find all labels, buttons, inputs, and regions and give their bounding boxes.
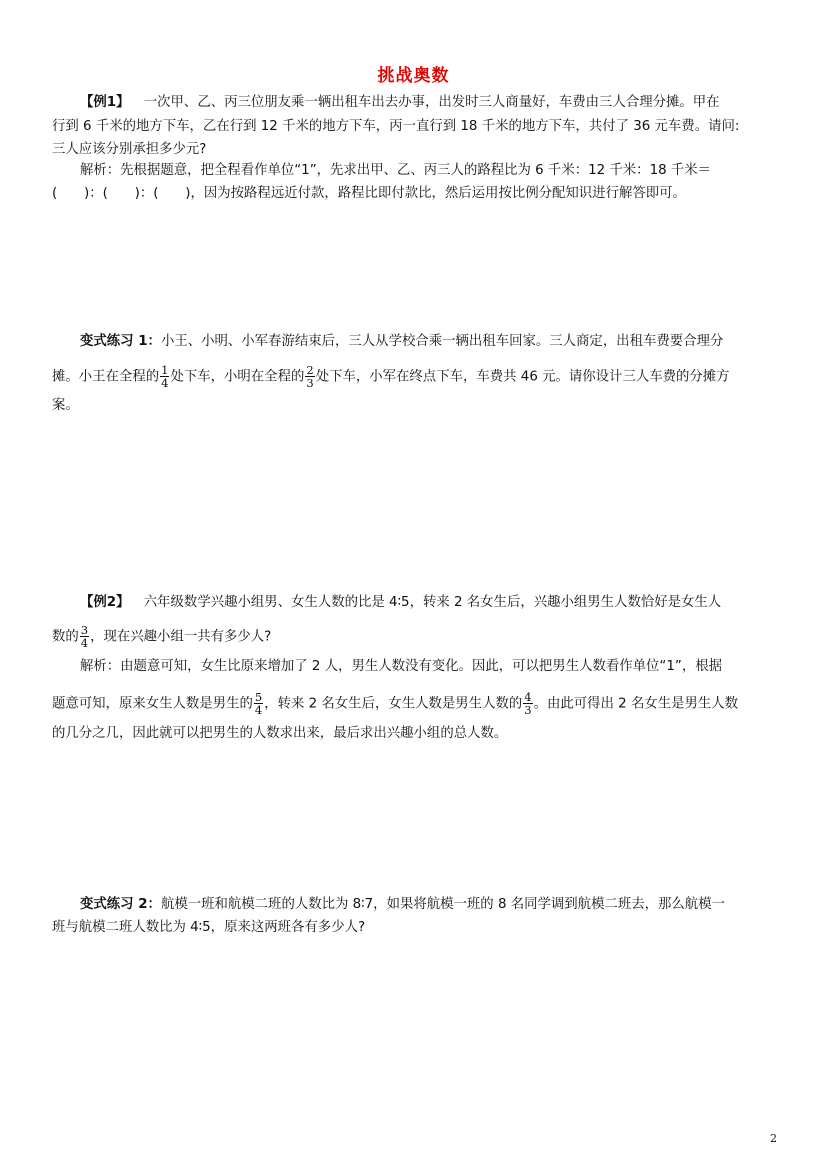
page-title: 挑战奥数	[377, 66, 450, 86]
fraction-numerator: 5	[254, 690, 263, 704]
fraction-denominator: 4	[80, 636, 89, 650]
fraction-numerator: 3	[80, 623, 89, 637]
practice-2-line-1	[80, 894, 725, 916]
example-2-text-2a: 数的	[52, 629, 79, 645]
fraction-numerator: 2	[306, 363, 314, 377]
example-2-analysis-2c: 。由此可得出 2 名女生是男生人数	[533, 696, 739, 712]
fraction-numerator: 1	[161, 363, 169, 377]
practice-2-text-1: 航模一班和航模二班的人数比为 8∶7，如果将航模一班的 8 名同学调到航模二班去，那么航模一	[160, 897, 725, 912]
example-2-text-2b: ，现在兴趣小组一共有多少人?	[90, 629, 272, 645]
practice-1-text-1: 小王、小明、小军春游结束后，三人从学校合乘一辆出租车回家。三人商定，出租车费要合理分	[160, 334, 724, 349]
example-2-text-1: 六年级数学兴趣小组男、女生人数的比是 4∶5，转来 2 名女生后，兴趣小组男生人数恰好是女生人	[143, 595, 722, 610]
fraction-denominator: 4	[161, 376, 169, 390]
practice-2-line-2: 班与航模二班人数比为 4∶5，原来这两班各有多少人?	[52, 920, 366, 935]
page-number: 2	[770, 1132, 777, 1145]
fraction-five-quarters	[254, 691, 263, 716]
practice-1-text-2a: 摊。小王在全程的	[52, 369, 160, 385]
practice-1-text-2c: 处下车，小军在终点下车，车费共 46 元。请你设计三人车费的分摊方	[315, 369, 730, 385]
example-2-analysis-1: 解析：由题意可知，女生比原来增加了 2 人，男生人数没有变化。因此，可以把男生人数看作单位“1”，根据	[80, 659, 723, 674]
fraction-denominator: 4	[254, 703, 263, 717]
example-1-analysis-2: ( )：( )：( )，因为按路程远近付款，路程比即付款比，然后运用按比例分配知识进行解答即可。	[52, 186, 686, 201]
fraction-three-quarters	[80, 624, 89, 649]
fraction-one-quarter	[160, 364, 169, 389]
example-2-line-2	[52, 623, 272, 650]
practice-1-line-3: 案。	[52, 398, 79, 413]
example-1-line-3: 三人应该分别承担多少元?	[52, 142, 207, 157]
example-2-analysis-3: 的几分之几，因此就可以把男生的人数求出来，最后求出兴趣小组的总人数。	[52, 726, 508, 741]
example-2-analysis-2	[52, 690, 739, 717]
example-1-label: 【例1】	[80, 95, 130, 110]
practice-1-text-2b: 处下车，小明在全程的	[170, 369, 305, 385]
example-1-analysis-1: 解析：先根据题意，把全程看作单位“1”，先求出甲、乙、丙三人的路程比为 6 千米：12 千米：18 千米＝	[80, 163, 712, 178]
fraction-denominator: 3	[524, 703, 532, 717]
example-1-line-2: 行到 6 千米的地方下车，乙在行到 12 千米的地方下车，丙一直行到 18 千米的地方下车，共付了 36 元车费。请问:	[52, 119, 740, 134]
fraction-four-thirds	[523, 691, 532, 716]
example-2-line-1	[80, 592, 721, 614]
example-2-label: 【例2】	[80, 595, 130, 610]
fraction-two-thirds	[305, 364, 314, 389]
example-2-analysis-2b: ，转来 2 名女生后，女生人数是男生人数的	[264, 696, 523, 712]
practice-1-line-1	[80, 331, 723, 353]
fraction-numerator: 4	[524, 690, 532, 704]
example-2-analysis-2a: 题意可知，原来女生人数是男生的	[52, 696, 253, 712]
practice-1-label: 变式练习 1：	[80, 334, 161, 349]
example-1-line-1	[80, 92, 720, 114]
practice-2-label: 变式练习 2：	[80, 897, 161, 912]
example-1-text-1: 一次甲、乙、丙三位朋友乘一辆出租车出去办事，出发时三人商量好，车费由三人合理分摊。甲在	[143, 95, 720, 110]
practice-1-line-2	[52, 363, 730, 390]
fraction-denominator: 3	[306, 376, 314, 390]
